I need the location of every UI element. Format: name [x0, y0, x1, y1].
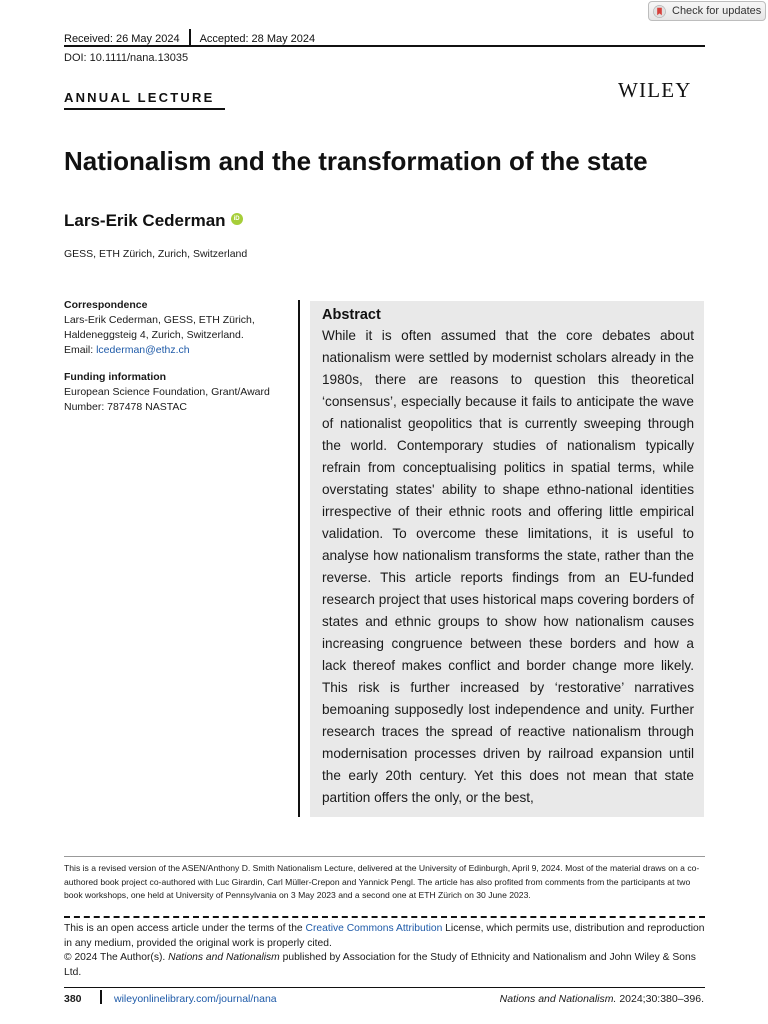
footer-rule [64, 987, 705, 988]
publisher-logo: WILEY [618, 78, 692, 102]
copyright-suffix: published by Association for the Study of Ethnicity and Nationalism and John Wiley & Sons Ltd. [64, 952, 696, 978]
affiliation: GESS, ETH Zürich, Zurich, Switzerland [64, 248, 248, 260]
author-line [64, 211, 243, 231]
license-link[interactable]: Creative Commons Attribution [305, 923, 443, 934]
footnote: This is a revised version of the ASEN/Anthony D. Smith Nationalism Lecture, delivered at the University of Edinburgh, April 9, 2024. Most of the material draws on a co-authored book project co-authored with Luc Girardin, Carl Müller-Crepon and Yannick Pengl. The article has also profited from comments from the participants at two book workshops, one held at University of Pennsylvania on 3 May 2023 and a second one at ETH Zürich on 30 June 2023. [64, 863, 700, 900]
footer-separator [100, 990, 102, 1004]
bookmark-check-icon [653, 5, 666, 18]
copyright-prefix: © 2024 The Author(s). [64, 952, 169, 963]
funding-line: European Science Foundation, Grant/Award [64, 386, 270, 398]
abstract-heading: Abstract [322, 307, 381, 323]
journal-citation [438, 993, 704, 1005]
email-link[interactable]: lcederman@ethz.ch [96, 344, 190, 356]
correspondence-block [64, 298, 294, 415]
check-for-updates-button[interactable] [648, 1, 766, 21]
abstract-text: While it is often assumed that the core debates about nationalism were settled by modernist scholars already in the 1980s, there are reasons to question this theoretical ‘consensus’, especially because it fails to anticipate the wave of nationalist geopolitics that is currently sweeping through the world. Contemporary studies of nationalism typically refrain from conceptualising politics in spatial terms, while overstating states' ability to shape ethno-national identities irrespective of their ethnic roots and offering little empirical validation. To overcome these limitations, it is useful to analyse how nationalism transforms the state, rather than the reverse. This article reports findings from an EU-funded research project that uses historical maps covering borders of states and ethnic groups to show how nationalism causes increasing congruence between these borders and how a lack thereof makes conflict and border change more likely. This risk is further increased by ‘restorative’ narratives bemoaning supposedly lost independence and unity. Further research traces the spread of reactive nationalism through modernisation processes driven by railroad expansion until the early 20th century. Yet this does not mean that state partition offers the only, or the best, [322, 328, 694, 805]
journal-title: Nations and Nationalism. [499, 993, 617, 1005]
correspondence-label: Correspondence [64, 299, 148, 311]
funding-label: Funding information [64, 371, 167, 383]
abstract-box [310, 301, 704, 817]
email-line [64, 343, 294, 358]
correspondence-line: Haldeneggsteig 4, Zurich, Switzerland. [64, 329, 244, 341]
correspondence-line: Lars-Erik Cederman, GESS, ETH Zürich, [64, 314, 255, 326]
article-title: Nationalism and the transformation of the state [64, 146, 648, 176]
header-rule [64, 45, 705, 47]
accepted-date: Accepted: 28 May 2024 [199, 33, 316, 45]
page-number: 380 [64, 993, 82, 1005]
author-name: Lars-Erik Cederman [64, 211, 226, 230]
received-date: Received: 26 May 2024 [64, 33, 180, 45]
license-suffix: License, which permits use, distribution and reproduction in any medium, provided the original work is properly cited. [64, 923, 705, 949]
doi[interactable]: DOI: 10.1111/nana.13035 [64, 52, 189, 64]
dashed-divider [64, 916, 705, 918]
footnote-rule [64, 856, 705, 857]
abstract-divider [298, 300, 300, 817]
license-prefix: This is an open access article under the terms of the [64, 923, 306, 934]
license-block [64, 922, 708, 980]
journal-name: Nations and Nationalism [168, 952, 280, 963]
orcid-icon[interactable]: iD [231, 213, 243, 225]
copyright-text [64, 951, 708, 980]
citation-details: 2024;30:380–396. [616, 993, 704, 1005]
funding-line: Number: 787478 NASTAC [64, 401, 187, 413]
check-for-updates-label: Check for updates [672, 5, 762, 17]
email-prefix: Email: [64, 344, 97, 356]
section-label: ANNUAL LECTURE [64, 90, 215, 105]
license-text [64, 922, 708, 951]
section-underline [64, 108, 225, 110]
journal-url[interactable]: wileyonlinelibrary.com/journal/nana [114, 993, 277, 1005]
